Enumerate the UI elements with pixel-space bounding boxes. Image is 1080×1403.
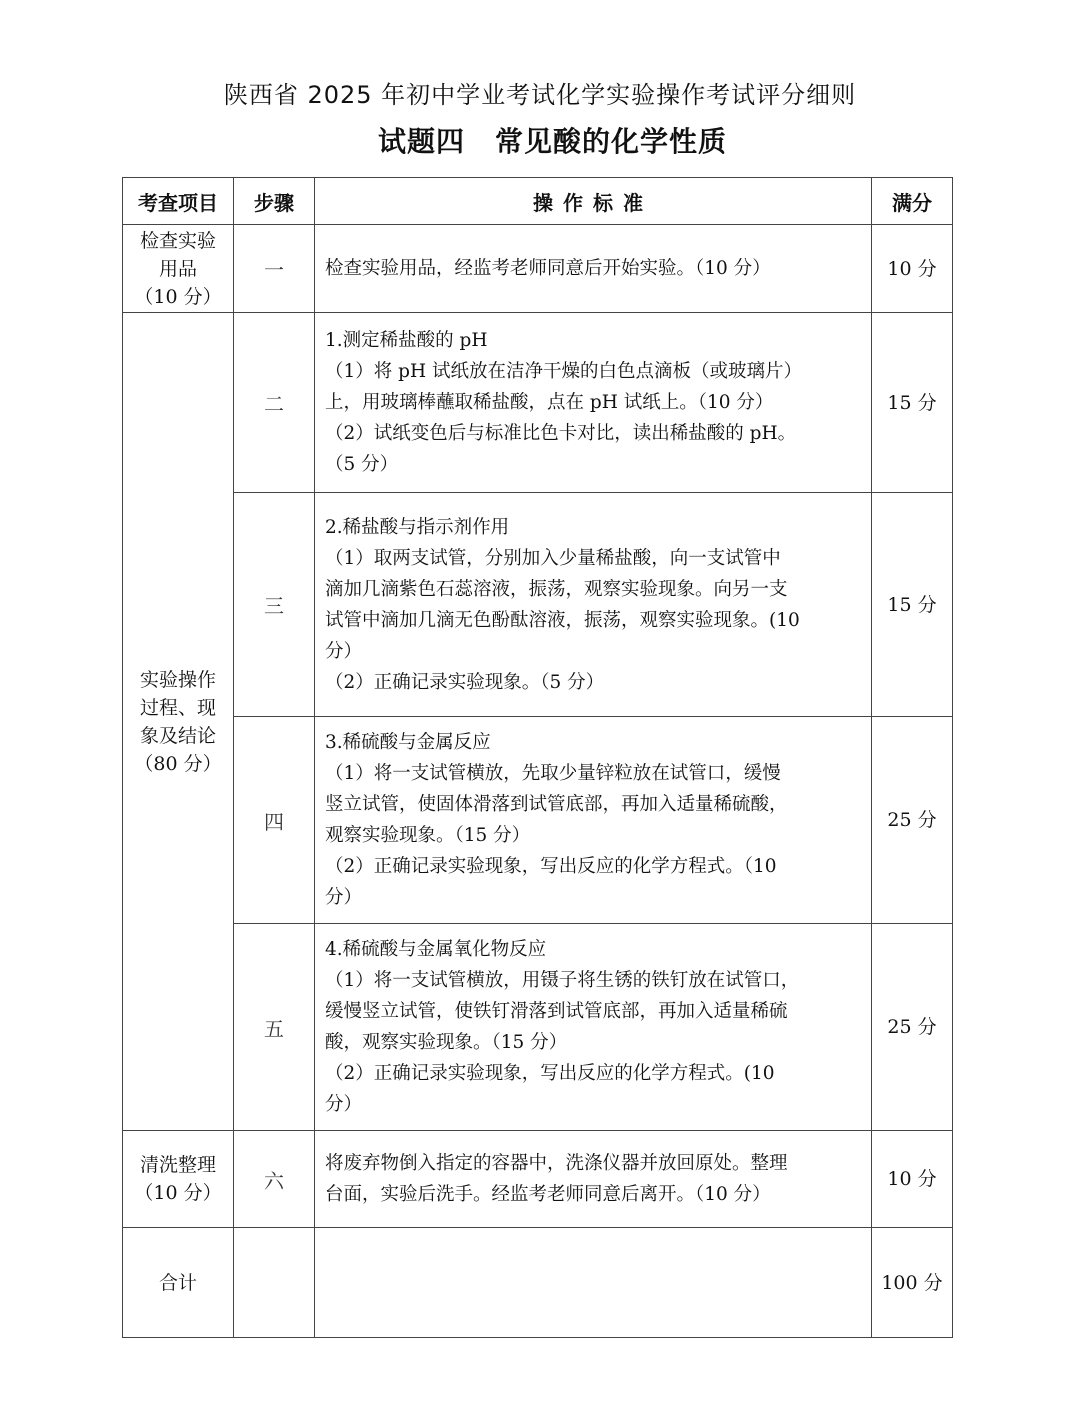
total-row	[123, 1228, 953, 1338]
standard-line: 试管中滴加几滴无色酚酞溶液，振荡，观察实验现象。(10	[325, 609, 800, 631]
standard-line: （1）将一支试管横放，先取少量锌粒放在试管口，缓慢	[325, 763, 781, 784]
standard-line: 4.稀硫酸与金属氧化物反应	[325, 939, 547, 960]
standard-line: 竖立试管，使固体滑落到试管底部，再加入适量稀硫酸，	[325, 794, 788, 815]
standard-cell	[315, 717, 872, 924]
standard-cell	[315, 1131, 872, 1228]
standard-line: 滴加几滴紫色石蕊溶液，振荡，观察实验现象。向另一支	[325, 578, 788, 600]
standard-line: 上，用玻璃棒蘸取稀盐酸，点在 pH 试纸上。（10 分）	[325, 392, 774, 413]
question-name: 常见酸的化学性质	[495, 125, 728, 158]
table-row	[123, 1131, 953, 1228]
standard-line: （5 分）	[325, 454, 399, 475]
standard-line: 将废弃物倒入指定的容器中，洗涤仪器并放回原处。整理	[325, 1153, 788, 1174]
standard-line: 2.稀盐酸与指示剂作用	[325, 516, 510, 538]
item-line: 检查实验	[139, 229, 216, 252]
item-line: 用品	[158, 257, 197, 280]
standard-line: 缓慢竖立试管，使铁钉滑落到试管底部，再加入适量稀硫	[325, 1001, 788, 1022]
standard-line: 分）	[325, 887, 363, 908]
standard-cell	[315, 493, 872, 717]
standard-line: 台面，实验后洗手。经监考老师同意后离开。（10 分）	[325, 1184, 771, 1205]
total-standard-cell	[315, 1228, 872, 1338]
item-line: 过程、现	[139, 696, 216, 719]
item-line: （10 分）	[134, 285, 222, 308]
score-cell: 25 分	[872, 717, 953, 924]
item-line: 清洗整理	[139, 1154, 216, 1176]
standard-line: （1）取两支试管，分别加入少量稀盐酸，向一支试管中	[325, 547, 781, 569]
step-cell: 六	[234, 1131, 315, 1228]
table-row	[123, 225, 953, 313]
standard-line: 3.稀硫酸与金属反应	[325, 732, 491, 753]
standard-cell	[315, 313, 872, 493]
step-cell: 三	[234, 493, 315, 717]
total-label: 合计	[123, 1228, 234, 1338]
standard-cell	[315, 225, 872, 313]
standard-line: （2）试纸变色后与标准比色卡对比，读出稀盐酸的 pH。	[325, 423, 797, 444]
standard-line: 分）	[325, 640, 363, 662]
header-standard: 操作标准	[315, 178, 872, 225]
standard-line: （1）将 pH 试纸放在洁净干燥的白色点滴板（或玻璃片）	[325, 361, 803, 382]
score-cell: 15 分	[872, 493, 953, 717]
header-item: 考查项目	[123, 178, 234, 225]
table-header-row	[123, 178, 953, 225]
standard-line: （2）正确记录实验现象，写出反应的化学方程式。(10	[325, 1063, 775, 1084]
standard-cell	[315, 924, 872, 1131]
step-cell: 一	[234, 225, 315, 313]
table-row	[123, 493, 953, 717]
standard-line: 检查实验用品，经监考老师同意后开始实验。（10 分）	[325, 258, 771, 279]
standard-line: 1.测定稀盐酸的 pH	[325, 330, 488, 351]
step-cell: 二	[234, 313, 315, 493]
score-cell: 25 分	[872, 924, 953, 1131]
item-cell	[123, 225, 234, 313]
table-row	[123, 313, 953, 493]
score-cell: 10 分	[872, 1131, 953, 1228]
document-title: 陕西省 2025 年初中学业考试化学实验操作考试评分细则	[223, 81, 857, 109]
item-line: （80 分）	[134, 752, 222, 775]
exam-question-title	[0, 122, 1080, 162]
table-row	[123, 717, 953, 924]
header-score: 满分	[872, 178, 953, 225]
item-line: 象及结论	[139, 724, 216, 747]
item-line: （10 分）	[134, 1182, 222, 1204]
standard-line: 分）	[325, 1094, 363, 1115]
total-score: 100 分	[872, 1228, 953, 1338]
header-step: 步骤	[234, 178, 315, 225]
standard-line: 观察实验现象。（15 分）	[325, 825, 531, 846]
total-step-cell	[234, 1228, 315, 1338]
item-line: 实验操作	[139, 668, 216, 691]
table-row	[123, 924, 953, 1131]
item-cell-merged	[123, 313, 234, 1131]
step-cell: 四	[234, 717, 315, 924]
item-cell	[123, 1131, 234, 1228]
score-cell: 10 分	[872, 225, 953, 313]
step-cell: 五	[234, 924, 315, 1131]
standard-line: （2）正确记录实验现象，写出反应的化学方程式。（10	[325, 856, 777, 877]
scoring-table	[122, 177, 953, 1338]
standard-line: （1）将一支试管横放，用镊子将生锈的铁钉放在试管口，	[325, 970, 800, 991]
standard-line: （2）正确记录实验现象。（5 分）	[325, 671, 605, 693]
question-number: 试题四	[377, 125, 465, 158]
score-cell: 15 分	[872, 313, 953, 493]
standard-line: 酸，观察实验现象。（15 分）	[325, 1032, 568, 1053]
